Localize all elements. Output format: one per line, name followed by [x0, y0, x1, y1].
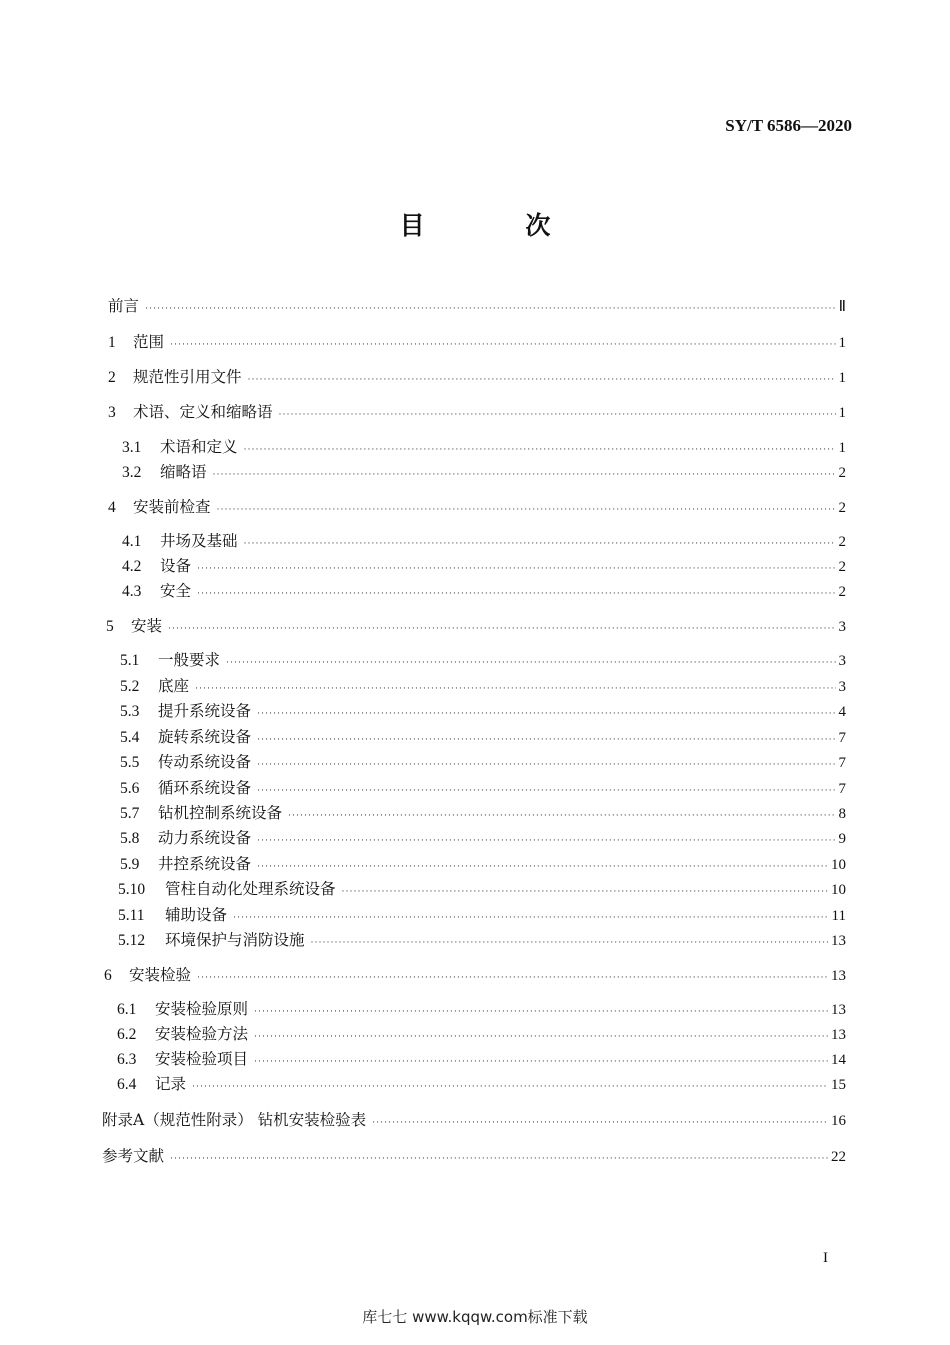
toc-entry-page: 1 [838, 370, 846, 386]
toc-entry-bibliography[interactable] [102, 1146, 846, 1168]
leader-dots [288, 805, 835, 825]
toc-entry-page: 14 [831, 1052, 846, 1068]
leader-dots [244, 439, 836, 459]
toc-entry-4-3[interactable] [122, 581, 846, 603]
toc-entry-5-11[interactable] [118, 905, 846, 927]
section-number: 5.10 [118, 881, 146, 898]
toc-entry-5-4[interactable] [120, 727, 846, 749]
toc-entry-5-2[interactable] [120, 676, 846, 698]
toc-entry-label: 安装检验 [129, 966, 192, 984]
toc-entry-label: 井控系统设备 [158, 855, 252, 873]
toc-entry-6-2[interactable] [117, 1024, 846, 1046]
toc-entry-page: 1 [838, 335, 846, 351]
toc-entry-page: 11 [831, 908, 846, 924]
toc-entry-label: 术语和定义 [160, 438, 238, 456]
section-number: 5.11 [118, 907, 145, 924]
toc-entry-page: 2 [838, 500, 846, 516]
toc-entry-label: 循环系统设备 [158, 779, 252, 797]
toc-entry-page: 9 [838, 831, 846, 847]
section-number: 5 [106, 618, 114, 635]
leader-dots [257, 703, 835, 723]
section-number: 1 [108, 334, 116, 351]
leader-dots [248, 369, 836, 389]
toc-entry-2[interactable] [108, 367, 846, 389]
toc-entry-page: 13 [831, 1002, 846, 1018]
section-number: 3.1 [122, 439, 142, 456]
section-number: 5.2 [120, 678, 140, 695]
toc-entry-page: 3 [838, 653, 846, 669]
toc-entry-foreword[interactable] [108, 296, 846, 318]
toc-entry-label: 术语、定义和缩略语 [133, 403, 273, 421]
toc-entry-5-6[interactable] [120, 778, 846, 800]
toc-title: 目 次 [399, 211, 597, 240]
section-number: 5.7 [120, 805, 140, 822]
leader-dots [257, 754, 835, 774]
leader-dots [233, 907, 829, 927]
toc-entry-page: 10 [831, 882, 846, 898]
toc-entry-3-1[interactable] [122, 437, 846, 459]
toc-entry-label: 旋转系统设备 [158, 728, 252, 746]
toc-entry-6-1[interactable] [117, 999, 846, 1021]
toc-entry-4[interactable] [108, 497, 846, 519]
toc-entry-page: 2 [838, 465, 846, 481]
leader-dots [311, 932, 828, 952]
toc-entry-label: 提升系统设备 [158, 702, 252, 720]
section-number: 5.9 [120, 856, 140, 873]
toc-entry-6-3[interactable] [117, 1049, 846, 1071]
leader-dots [244, 533, 836, 553]
toc-entry-page: 22 [831, 1149, 846, 1165]
section-number: 2 [108, 369, 116, 386]
toc-entry-5-8[interactable] [120, 828, 846, 850]
toc-entry-5-10[interactable] [118, 879, 846, 901]
toc-entry-5-3[interactable] [120, 701, 846, 723]
section-number: 4.2 [122, 558, 142, 575]
toc-entry-label: 范围 [133, 333, 165, 351]
section-number: 5.4 [120, 729, 140, 746]
toc-entry-label: 安装 [131, 617, 163, 635]
toc-entry-label: 参考文献 [102, 1147, 165, 1165]
leader-dots [254, 1001, 828, 1021]
toc-entry-5-1[interactable] [120, 650, 846, 672]
toc-entry-label: 钻机控制系统设备 [158, 804, 283, 822]
section-number: 6.3 [117, 1051, 137, 1068]
leader-dots [213, 464, 836, 484]
toc-entry-page: 15 [831, 1077, 846, 1093]
toc-entry-annex-a[interactable] [102, 1110, 846, 1132]
section-number: 5.3 [120, 703, 140, 720]
toc-entry-label: 安全 [160, 582, 192, 600]
leader-dots [257, 856, 828, 876]
leader-dots [145, 298, 836, 318]
leader-dots [197, 558, 835, 578]
leader-dots [279, 404, 836, 424]
standard-code: SY/T 6586—2020 [725, 116, 852, 135]
leader-dots [170, 334, 835, 354]
section-number: 3.2 [122, 464, 142, 481]
toc-entry-5[interactable] [106, 616, 846, 638]
section-number: 4 [108, 499, 116, 516]
section-number: 5.6 [120, 780, 140, 797]
toc-entry-label: 前言 [108, 297, 140, 315]
toc-entry-page: Ⅱ [838, 299, 846, 315]
leader-dots [168, 618, 835, 638]
toc-entry-label: 安装检验项目 [155, 1050, 249, 1068]
section-number: 5.5 [120, 754, 140, 771]
leader-dots [257, 780, 835, 800]
leader-dots [226, 652, 835, 672]
leader-dots [217, 499, 836, 519]
section-number: 6 [104, 967, 112, 984]
toc-entry-page: 1 [838, 440, 846, 456]
toc-entry-label: 设备 [160, 557, 192, 575]
toc-entry-label: 规范性引用文件 [133, 368, 242, 386]
toc-entry-label: 安装检验方法 [155, 1025, 249, 1043]
toc-entry-label: 缩略语 [160, 463, 207, 481]
toc-entry-label: 井场及基础 [160, 532, 238, 550]
leader-dots [254, 1051, 828, 1071]
toc-entry-label: 动力系统设备 [158, 829, 252, 847]
section-number: 5.12 [118, 932, 146, 949]
page-number: I [823, 1250, 828, 1266]
toc-entry-5-7[interactable] [120, 803, 846, 825]
leader-dots [197, 583, 835, 603]
toc-entry-page: 1 [838, 405, 846, 421]
leader-dots [192, 1076, 828, 1096]
toc-entry-label: 底座 [158, 677, 190, 695]
section-number: 4.3 [122, 583, 142, 600]
toc-entry-6[interactable] [104, 965, 846, 987]
toc-entry-label: 一般要求 [158, 651, 221, 669]
toc-entry-page: 3 [838, 679, 846, 695]
section-number: 5.8 [120, 830, 140, 847]
section-number: 3 [108, 404, 116, 421]
toc-entry-page: 13 [831, 933, 846, 949]
leader-dots [170, 1148, 828, 1168]
toc-entry-page: 8 [838, 806, 846, 822]
toc-entry-5-12[interactable] [118, 930, 846, 952]
leader-dots [257, 729, 835, 749]
toc-entry-label: 附录A（规范性附录） 钻机安装检验表 [102, 1111, 367, 1129]
toc-entry-label: 辅助设备 [165, 906, 228, 924]
toc-entry-page: 2 [838, 534, 846, 550]
toc-entry-page: 7 [838, 730, 846, 746]
toc-entry-3-2[interactable] [122, 462, 846, 484]
leader-dots [197, 967, 828, 987]
toc-entry-page: 13 [831, 1027, 846, 1043]
toc-entry-label: 记录 [155, 1075, 187, 1093]
toc-entry-label: 管柱自动化处理系统设备 [165, 880, 336, 898]
toc-entry-4-1[interactable] [122, 531, 846, 553]
section-number: 6.1 [117, 1001, 137, 1018]
leader-dots [372, 1112, 828, 1132]
toc-entry-label: 传动系统设备 [158, 753, 252, 771]
section-number: 6.4 [117, 1076, 137, 1093]
toc-entry-page: 7 [838, 755, 846, 771]
toc-entry-4-2[interactable] [122, 556, 846, 578]
section-number: 4.1 [122, 533, 142, 550]
toc-entry-label: 安装前检查 [133, 498, 211, 516]
toc-entry-page: 3 [838, 619, 846, 635]
leader-dots [195, 678, 835, 698]
toc-entry-5-5[interactable] [120, 752, 846, 774]
toc-entry-5-9[interactable] [120, 854, 846, 876]
toc-entry-page: 13 [831, 968, 846, 984]
toc-entry-label: 安装检验原则 [155, 1000, 249, 1018]
toc-entry-3[interactable] [108, 402, 846, 424]
toc-entry-label: 环境保护与消防设施 [165, 931, 305, 949]
toc-entry-page: 2 [838, 584, 846, 600]
toc-entry-page: 2 [838, 559, 846, 575]
leader-dots [254, 1026, 828, 1046]
toc-entry-6-4[interactable] [117, 1074, 846, 1096]
site-watermark: 库七七 www.kqqw.com标准下载 [362, 1308, 588, 1326]
leader-dots [342, 881, 828, 901]
toc-entry-page: 10 [831, 857, 846, 873]
toc-entry-page: 4 [838, 704, 846, 720]
toc-entry-page: 16 [831, 1113, 846, 1129]
toc-entry-page: 7 [838, 781, 846, 797]
section-number: 6.2 [117, 1026, 137, 1043]
leader-dots [257, 830, 835, 850]
section-number: 5.1 [120, 652, 140, 669]
toc-entry-1[interactable] [108, 332, 846, 354]
